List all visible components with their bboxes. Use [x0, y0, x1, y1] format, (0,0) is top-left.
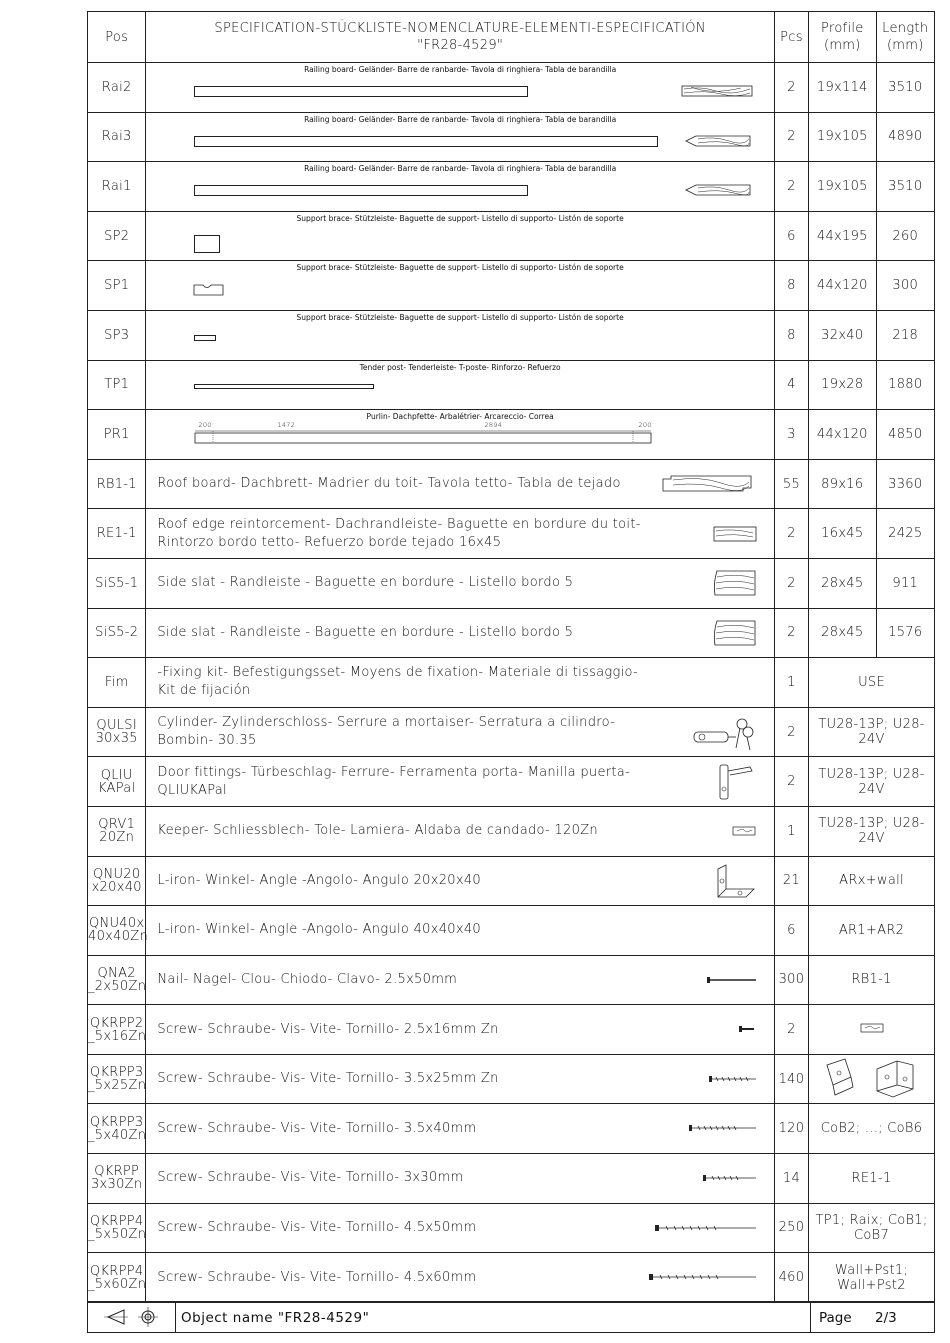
row-use: CoB2; ...; CoB6 [809, 1104, 935, 1154]
row-length: 911 [876, 558, 934, 608]
row-pos: Rai2 [88, 63, 146, 113]
row-pos: TP1 [88, 360, 146, 410]
row-pos-line1: QNU40x [88, 916, 145, 932]
row-description-line1: Door fittings- Türbeschlag- Ferrure- Ferramenta porta- Manilla puerta- [157, 764, 631, 780]
row-desc [146, 1203, 774, 1253]
row-length: 260 [876, 211, 934, 261]
row-pos [88, 906, 149, 956]
row-description [157, 764, 630, 800]
row-pos-line2: _5x25Zn [88, 1078, 147, 1094]
row-description: Roof board- Dachbrett- Madrier du toit- Tavola tetto- Tabla de tejado [157, 476, 621, 492]
row-desc [146, 558, 774, 608]
keeper-plate-icon [732, 825, 756, 837]
row-pcs: 2 [774, 757, 808, 807]
row-description [157, 516, 640, 552]
table-row [88, 410, 935, 460]
screw-icon [648, 1273, 758, 1281]
table-row [88, 509, 935, 559]
table-row [88, 1005, 935, 1055]
row-pos [88, 806, 146, 856]
row-description-line2: Rintorzo bordo tetto- Refuerzo borde tejado 16x45 [157, 534, 502, 550]
row-length: 2425 [876, 509, 934, 559]
row-use: AR1+AR2 [809, 906, 935, 956]
row-use [809, 1054, 935, 1104]
page-label: Page [819, 1310, 852, 1326]
nail-icon [706, 976, 758, 984]
row-pos-line1: QKRPP [94, 1164, 140, 1180]
row-small-title: Support brace- Stützleiste- Baguette de support- Listello di supporto- Listón de soporte [296, 263, 624, 273]
row-pos-line2: _5x40Zn [88, 1127, 147, 1143]
row-pcs: 2 [774, 558, 808, 608]
row-use: TU28-13P; U28-24V [809, 707, 935, 757]
row-pos-line1: QNU20 [92, 866, 141, 882]
screw-icon [708, 1075, 758, 1083]
row-desc [146, 261, 774, 311]
row-profile: 19x28 [809, 360, 876, 410]
row-desc [146, 63, 774, 113]
roof-board-icon [661, 474, 757, 494]
row-pos: Fim [88, 658, 146, 708]
header-profile-label: Profile [821, 21, 864, 36]
row-description: Keeper- Schliessblech- Tole- Lamiera- Aldaba de candado- 120Zn [157, 823, 598, 839]
projection-icon [88, 1302, 175, 1332]
table-row [88, 806, 935, 856]
row-profile: 32x40 [809, 310, 876, 360]
row-length: 3510 [876, 162, 934, 212]
row-use: RB1-1 [809, 955, 935, 1005]
row-desc [146, 955, 774, 1005]
table-row [88, 1104, 935, 1154]
row-profile: 19x114 [809, 63, 876, 113]
row-pos-line2: _5x16Zn [88, 1028, 147, 1044]
row-small-title: Support brace- Stützleiste- Baguette de support- Listello di supporto- Listón de soporte [296, 312, 624, 322]
header-title [146, 12, 774, 63]
row-pcs: 140 [774, 1054, 808, 1104]
row-use: TP1; Raix; CoB1; CoB7 [809, 1203, 935, 1253]
keeper-plate-icon [860, 1022, 884, 1034]
table-row [88, 658, 935, 708]
row-pcs: 250 [774, 1203, 808, 1253]
row-pcs: 460 [774, 1253, 808, 1303]
row-pos [88, 1253, 146, 1303]
table-row [88, 1154, 935, 1204]
part-outline [194, 235, 220, 253]
side-slat-icon [711, 619, 757, 647]
row-pcs: 2 [774, 112, 808, 162]
row-small-title: Tender post- Tenderleiste- T-poste- Rinforzo- Refuerzo [359, 362, 561, 372]
row-desc [146, 1253, 774, 1303]
row-profile: 28x45 [809, 608, 876, 658]
row-small-title: Purlin- Dachpfette- Arbalétrier- Arcareccio- Correa [366, 412, 554, 422]
screw-icon [654, 1224, 758, 1232]
row-description: Nail- Nagel- Clou- Chiodo- Clavo- 2.5x50mm [157, 971, 458, 987]
row-pos: Rai3 [88, 112, 146, 162]
row-use: Wall+Pst1; Wall+Pst2 [809, 1253, 935, 1303]
table-row [88, 608, 935, 658]
header-profile [809, 12, 876, 63]
row-pos: PR1 [88, 410, 146, 460]
row-description: Screw- Schraube- Vis- Vite- Tornillo- 2.5x16mm Zn [157, 1021, 499, 1037]
row-desc [146, 707, 774, 757]
dimension-label: 2894 [484, 421, 503, 430]
side-slat-icon [711, 569, 757, 597]
header-title-line2: "FR28-4529" [417, 38, 504, 53]
row-pos: RB1-1 [88, 459, 146, 509]
row-description: Screw- Schraube- Vis- Vite- Tornillo- 3.5x40mm [157, 1120, 477, 1136]
table-row [88, 856, 935, 906]
dimension-label: 200 [198, 421, 212, 430]
row-profile: 19x105 [809, 162, 876, 212]
cylinder-lock-icon [692, 712, 758, 754]
row-desc [146, 1005, 774, 1055]
row-pcs: 1 [774, 658, 808, 708]
row-pcs: 6 [774, 906, 808, 956]
row-length: 4850 [876, 410, 934, 460]
row-length: 300 [876, 261, 934, 311]
row-use: TU28-13P; U28-24V [809, 757, 935, 807]
row-desc [146, 509, 774, 559]
dimension-label: 1472 [277, 421, 296, 430]
row-use: TU28-13P; U28-24V [809, 806, 935, 856]
row-pos: SP1 [88, 261, 146, 311]
row-pos-line1: QKRPP2 [89, 1015, 144, 1031]
row-profile: 44x120 [809, 261, 876, 311]
row-pos [88, 955, 146, 1005]
object-name: Object name "FR28-4529" [181, 1310, 370, 1326]
row-description [157, 664, 638, 700]
title-block [87, 1301, 935, 1333]
row-pos-line1: QNA2 [97, 965, 136, 981]
row-pos [88, 757, 146, 807]
row-pos [88, 856, 146, 906]
row-description-line1: Cylinder- Zylinderschloss- Serrure a mortaiser- Serratura a cilindro- [157, 715, 616, 731]
row-pos: SiS5-2 [88, 608, 146, 658]
part-outline [194, 335, 216, 341]
row-pos-line2: 40x40Zn [88, 929, 149, 945]
support-brace-icon [193, 283, 225, 297]
projection-symbol [88, 1302, 176, 1332]
purlin-drawing [193, 429, 655, 447]
row-pos-line2: 30x35 [95, 731, 138, 747]
row-pos-line2: _5x60Zn [88, 1276, 147, 1292]
row-length: 3360 [876, 459, 934, 509]
header-pos: Pos [88, 12, 146, 63]
row-description-line2: Bombin- 30.35 [157, 733, 257, 749]
table-row [88, 162, 935, 212]
table-row [88, 757, 935, 807]
header-title-line1: SPECIFICATION-STÜCKLISTE-NOMENCLATURE-ELEMENTI-ESPECIFICATIÓN [214, 21, 706, 36]
row-desc [146, 112, 774, 162]
row-desc [146, 757, 774, 807]
row-desc [146, 906, 774, 956]
specification-sheet [87, 11, 935, 1303]
row-length: 4890 [876, 112, 934, 162]
table-row [88, 112, 935, 162]
row-desc [146, 1054, 774, 1104]
row-pos: SP2 [88, 211, 146, 261]
row-desc [146, 211, 774, 261]
table-row [88, 906, 935, 956]
row-description: Screw- Schraube- Vis- Vite- Tornillo- 3.5x25mm Zn [157, 1071, 499, 1087]
table-row [88, 955, 935, 1005]
row-pos [88, 1154, 146, 1204]
row-description [157, 714, 615, 750]
wood-profile-icon [681, 83, 753, 99]
table-row [88, 1203, 935, 1253]
table-row [88, 211, 935, 261]
row-desc [146, 1154, 774, 1204]
l-iron-icon [714, 863, 758, 901]
header-length [876, 12, 934, 63]
screw-icon [688, 1124, 758, 1132]
part-outline [194, 86, 528, 97]
wood-profile-icon [684, 182, 752, 198]
row-pos-line1: QLIU [100, 767, 133, 783]
row-pos-line1: QKRPP3 [89, 1114, 144, 1130]
row-pos [88, 1005, 146, 1055]
row-small-title: Railing board- Geländer- Barre de ranbarde- Tavola di ringhiera- Tabla de barandilla [304, 114, 617, 124]
header-profile-unit: (mm) [823, 38, 861, 53]
row-small-title: Railing board- Geländer- Barre de ranbarde- Tavola di ringhiera- Tabla de barandilla [304, 164, 617, 174]
row-pos: Rai1 [88, 162, 146, 212]
row-pos-line2: 20Zn [99, 830, 135, 846]
row-desc [146, 360, 774, 410]
table-row [88, 459, 935, 509]
table-row [88, 558, 935, 608]
row-desc [146, 162, 774, 212]
row-profile: 89x16 [809, 459, 876, 509]
door-handle-icon [714, 761, 758, 803]
table-row [88, 1054, 935, 1104]
row-profile: 44x195 [809, 211, 876, 261]
row-pos: RE1-1 [88, 509, 146, 559]
part-outline [194, 185, 528, 196]
row-length: 1880 [876, 360, 934, 410]
edge-reinforcement-icon [713, 525, 757, 543]
row-use [809, 1005, 935, 1055]
row-pos: SiS5-1 [88, 558, 146, 608]
row-small-title: Railing board- Geländer- Barre de ranbarde- Tavola di ringhiera- Tabla de barandilla [304, 65, 617, 74]
row-pcs: 1 [774, 806, 808, 856]
row-description: Screw- Schraube- Vis- Vite- Tornillo- 3x30mm [157, 1170, 464, 1186]
row-description: Side slat - Randleiste - Baguette en bordure - Listello bordo 5 [157, 624, 574, 640]
row-use: USE [809, 658, 935, 708]
row-desc [146, 410, 774, 460]
wood-profile-icon [684, 133, 752, 149]
row-pos-line1: QRV1 [98, 817, 136, 833]
row-pos [88, 1203, 146, 1253]
row-pcs: 2 [774, 63, 808, 113]
row-pcs: 2 [774, 608, 808, 658]
row-pos-line2: 3x30Zn [90, 1177, 143, 1193]
row-desc [146, 459, 774, 509]
row-length: 3510 [876, 63, 934, 113]
header-length-label: Length [882, 21, 929, 36]
row-desc [146, 608, 774, 658]
row-description-line1: Roof edge reintorcement- Dachrandleiste- Baguette en bordure du toit- [157, 516, 641, 532]
row-description-line2: QLIUKAPal [157, 782, 227, 798]
page-number: 2/3 [875, 1310, 897, 1326]
row-pcs: 2 [774, 162, 808, 212]
row-pcs: 8 [774, 261, 808, 311]
screw-icon [702, 1174, 758, 1182]
screw-icon [738, 1025, 756, 1033]
part-outline [194, 384, 374, 389]
dimension-label: 200 [638, 421, 652, 430]
row-profile: 19x105 [809, 112, 876, 162]
part-outline [194, 136, 658, 147]
row-description-line2: Kit de fijación [157, 683, 251, 699]
row-desc [146, 658, 774, 708]
header-length-unit: (mm) [886, 38, 924, 53]
row-length: 1576 [876, 608, 934, 658]
row-pos [88, 1104, 146, 1154]
table-row [88, 707, 935, 757]
row-pos-line2: _2x50Zn [88, 978, 147, 994]
page-box [810, 1302, 937, 1332]
row-description: Screw- Schraube- Vis- Vite- Tornillo- 4.5x60mm [157, 1269, 477, 1285]
row-pos: SP3 [88, 310, 146, 360]
row-profile: 16x45 [809, 509, 876, 559]
row-desc [146, 1104, 774, 1154]
row-pos-line1: QKRPP4 [89, 1263, 144, 1279]
row-pcs: 3 [774, 410, 808, 460]
row-pcs: 14 [774, 1154, 808, 1204]
specification-table [87, 11, 935, 1303]
row-description: L-iron- Winkel- Angle -Angolo- Angulo 40x40x40 [157, 922, 481, 938]
row-small-title: Support brace- Stützleiste- Baguette de support- Listello di supporto- Listón de soporte [296, 213, 624, 223]
corner-brackets-icon [817, 1055, 927, 1099]
table-row [88, 63, 935, 113]
row-pcs: 55 [774, 459, 808, 509]
row-description: L-iron- Winkel- Angle -Angolo- Angulo 20x20x40 [157, 872, 481, 888]
row-pos-line1: QKRPP4 [89, 1213, 144, 1229]
row-pos-line1: QULSI [96, 718, 137, 734]
row-pcs: 8 [774, 310, 808, 360]
header-pcs: Pcs [774, 12, 808, 63]
row-profile: 44x120 [809, 410, 876, 460]
row-pos-line2: KAPal [97, 780, 136, 796]
row-pcs: 21 [774, 856, 808, 906]
row-pcs: 2 [774, 1005, 808, 1055]
row-use: RE1-1 [809, 1154, 935, 1204]
table-row [88, 310, 935, 360]
row-pos-line1: QKRPP3 [89, 1065, 144, 1081]
row-length: 218 [876, 310, 934, 360]
table-header [88, 12, 935, 63]
row-desc [146, 806, 774, 856]
row-pcs: 300 [774, 955, 808, 1005]
row-pos [88, 707, 146, 757]
row-desc [146, 856, 774, 906]
row-desc [146, 310, 774, 360]
row-use: ARx+wall [809, 856, 935, 906]
row-description-line1: -Fixing kit- Befestigungsset- Moyens de fixation- Materiale di tissaggio- [157, 665, 639, 681]
table-row [88, 1253, 935, 1303]
row-pos-line2: x20x40 [91, 879, 142, 895]
row-pcs: 2 [774, 707, 808, 757]
row-description: Side slat - Randleiste - Baguette en bordure - Listello bordo 5 [157, 575, 574, 591]
row-pos [88, 1054, 146, 1104]
row-description: Screw- Schraube- Vis- Vite- Tornillo- 4.5x50mm [157, 1219, 477, 1235]
row-pcs: 6 [774, 211, 808, 261]
table-row [88, 360, 935, 410]
row-profile: 28x45 [809, 558, 876, 608]
row-pcs: 4 [774, 360, 808, 410]
row-pos-line2: _5x50Zn [88, 1226, 147, 1242]
row-pcs: 120 [774, 1104, 808, 1154]
table-row [88, 261, 935, 311]
row-pcs: 2 [774, 509, 808, 559]
